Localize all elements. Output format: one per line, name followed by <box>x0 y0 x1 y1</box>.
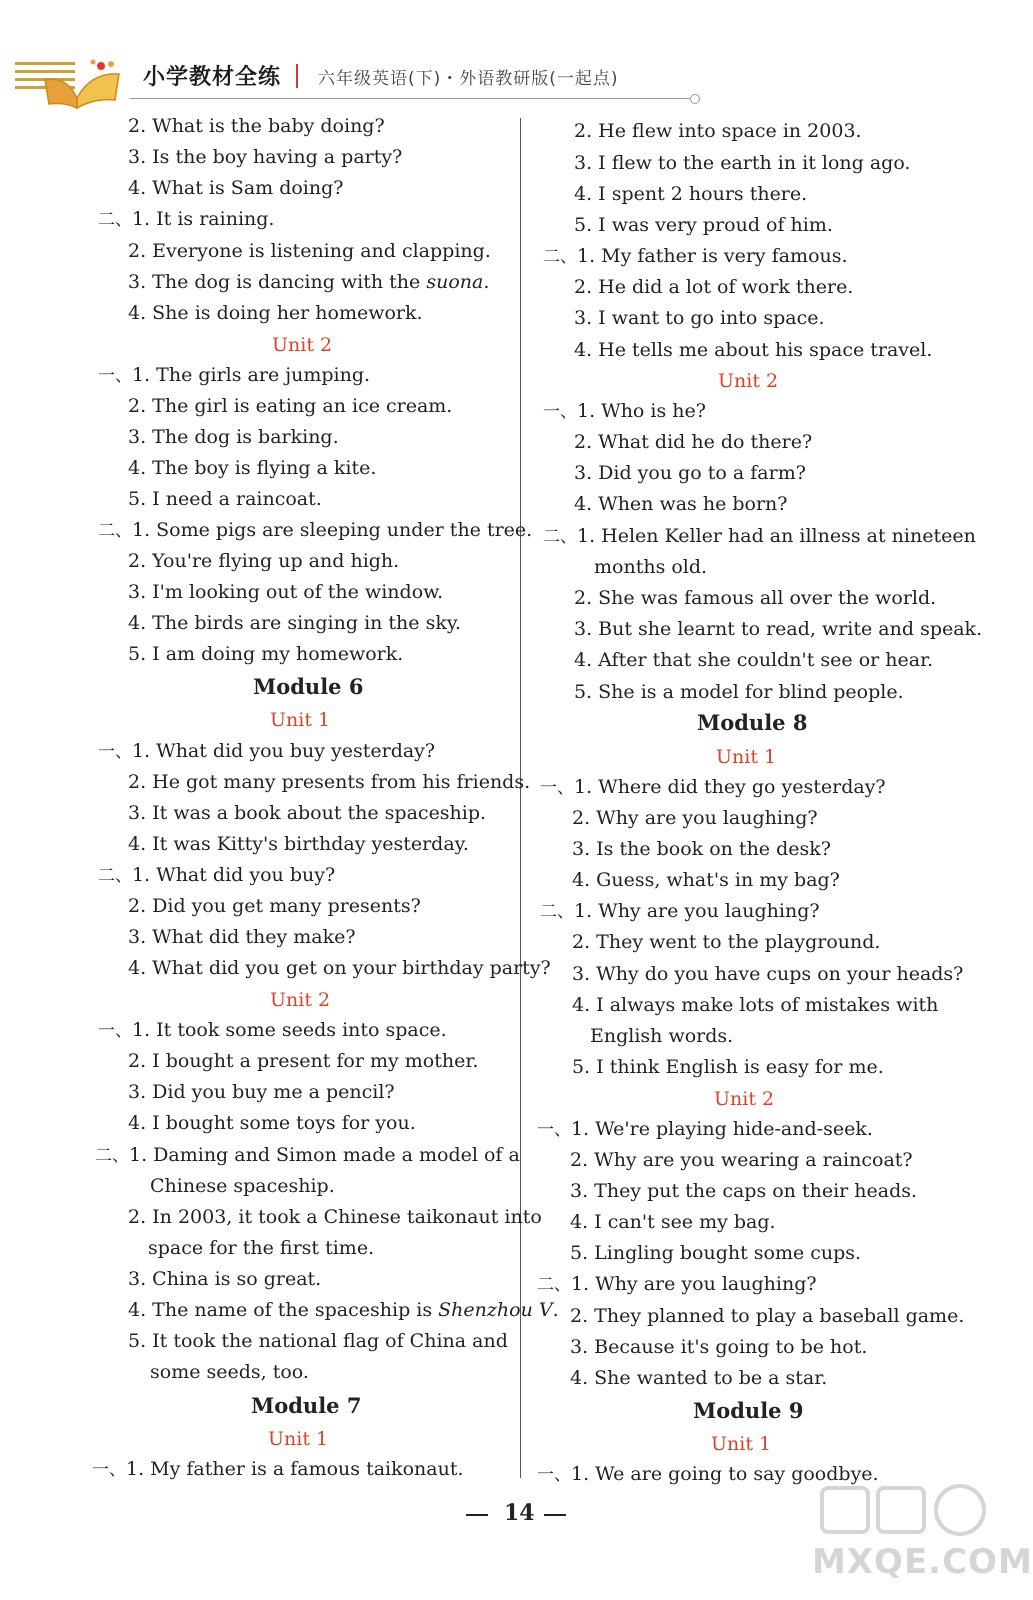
answer-line <box>570 1335 867 1359</box>
answer-text: 1. Daming and Simon made a model of a <box>129 1144 520 1166</box>
answer-line <box>128 770 530 794</box>
answer-line <box>543 524 976 549</box>
answer-line <box>148 1236 374 1260</box>
answer-line <box>128 145 402 169</box>
answer-text: 4. What is Sam doing? <box>128 177 344 199</box>
answer-text: 4. She is doing her homework. <box>128 302 423 324</box>
answer-text: 2. Why are you laughing? <box>572 807 818 829</box>
answer-line <box>150 1360 309 1384</box>
answer-text: 5. She is a model for blind people. <box>574 681 904 703</box>
answer-line <box>572 1055 884 1079</box>
answer-line <box>128 580 443 604</box>
section-marker: 一、 <box>92 1460 126 1480</box>
answer-line <box>574 492 787 516</box>
answer-text: 2. The girl is eating an ice cream. <box>128 395 453 417</box>
answer-line <box>574 119 862 143</box>
answer-line <box>128 801 486 825</box>
answer-line <box>128 176 343 200</box>
answer-line <box>537 1117 873 1142</box>
answer-line <box>128 270 489 294</box>
answer-line <box>128 114 385 138</box>
answer-line <box>128 456 376 480</box>
answer-line <box>543 244 848 269</box>
answer-text: 2. They planned to play a baseball game. <box>570 1305 965 1327</box>
watermark-text: MXQE.COM <box>812 1542 1033 1582</box>
answer-line <box>574 182 807 206</box>
answer-line <box>572 930 880 954</box>
answer-line <box>128 1329 508 1353</box>
answer-line <box>98 1018 447 1043</box>
answer-text: 4. She wanted to be a star. <box>570 1367 828 1389</box>
answer-line <box>128 1267 321 1291</box>
answer-text: 3. Why do you have cups on your heads? <box>572 963 964 985</box>
section-marker: 二、 <box>543 247 577 267</box>
section-marker: 二、 <box>98 866 132 886</box>
answer-line <box>128 1298 559 1322</box>
footer-dash-right <box>544 1514 566 1516</box>
answer-line <box>570 1241 861 1265</box>
answer-line <box>574 680 904 704</box>
answer-text: 2. She was famous all over the world. <box>574 587 937 609</box>
answer-text: 4. Guess, what's in my bag? <box>572 869 840 891</box>
answer-line <box>574 586 936 610</box>
module-heading: Module 8 <box>697 710 808 735</box>
answer-text: 3. I want to go into space. <box>574 307 825 329</box>
answer-text: 2. He got many presents from his friends. <box>128 771 531 793</box>
section-marker: 一、 <box>537 1120 571 1140</box>
answer-text: 2. What is the baby doing? <box>128 115 385 137</box>
answer-line <box>572 993 938 1017</box>
page-header <box>0 40 1008 110</box>
answer-text: 5. I need a raincoat. <box>128 488 322 510</box>
unit-heading: Unit 2 <box>718 370 779 392</box>
answer-line <box>128 1205 542 1229</box>
answer-line <box>572 868 840 892</box>
answer-line <box>540 899 820 924</box>
answer-text: 4. I bought some toys for you. <box>128 1112 416 1134</box>
answer-text: English words. <box>590 1025 734 1047</box>
answer-line <box>128 642 403 666</box>
answer-text: 2. Did you get many presents? <box>128 895 421 917</box>
answer-line <box>574 461 806 485</box>
section-marker: 一、 <box>98 742 132 762</box>
answer-text: 4. He tells me about his space travel. <box>574 339 933 361</box>
header-underline <box>130 98 690 99</box>
answer-text: 4. When was he born? <box>574 493 788 515</box>
answer-line <box>574 338 932 362</box>
answer-line <box>572 837 831 861</box>
header-separator <box>296 64 298 88</box>
answer-line <box>128 1049 478 1073</box>
section-marker: 二、 <box>98 210 132 230</box>
answer-line <box>128 894 421 918</box>
answer-text: space for the first time. <box>148 1237 375 1259</box>
answer-line <box>98 739 435 764</box>
answer-text: 1. Helen Keller had an illness at nineteen <box>577 525 976 547</box>
open-book-icon <box>15 54 135 114</box>
section-marker: 二、 <box>543 527 577 547</box>
module-heading: Module 7 <box>251 1393 362 1418</box>
answer-text: 2. He flew into space in 2003. <box>574 120 862 142</box>
italic-term: suona <box>426 271 484 293</box>
answer-text: 4. The birds are singing in the sky. <box>128 612 462 634</box>
answer-line <box>95 1143 520 1168</box>
page-number: 14 <box>504 1500 535 1526</box>
answer-line <box>128 301 423 325</box>
answer-text: 5. Lingling bought some cups. <box>570 1242 862 1264</box>
answer-text: 4. It was Kitty's birthday yesterday. <box>128 833 469 855</box>
answer-text: 5. It took the national flag of China and <box>128 1330 508 1352</box>
answer-text: 5. I think English is easy for me. <box>572 1056 884 1078</box>
answer-text: 1. Why are you laughing? <box>574 900 820 922</box>
section-marker: 二、 <box>98 521 132 541</box>
answer-text: 2. You're flying up and high. <box>128 550 400 572</box>
answer-text: 3. China is so great. <box>128 1268 322 1290</box>
answer-line <box>570 1366 827 1390</box>
answer-text: months old. <box>594 556 708 578</box>
answer-text: 5. I was very proud of him. <box>574 214 833 236</box>
answer-line <box>128 956 551 980</box>
answer-line <box>98 363 370 388</box>
answer-line <box>98 518 532 543</box>
unit-heading: Unit 1 <box>711 1433 772 1455</box>
punctuation: . <box>552 1299 559 1321</box>
answer-text: 1. Where did they go yesterday? <box>574 776 886 798</box>
answer-text: 1. Some pigs are sleeping under the tree. <box>132 519 533 541</box>
answer-text: 4. After that she couldn't see or hear. <box>574 649 934 671</box>
answer-text: 1. We're playing hide-and-seek. <box>571 1118 873 1140</box>
answer-text: 2. Why are you wearing a raincoat? <box>570 1149 913 1171</box>
answer-text: 2. In 2003, it took a Chinese taikonaut into <box>128 1206 542 1228</box>
answer-line <box>574 306 825 330</box>
answer-text: 3. It was a book about the spaceship. <box>128 802 487 824</box>
answer-text: 1. It is raining. <box>132 208 275 230</box>
answer-text: 4. I spent 2 hours there. <box>574 183 808 205</box>
answer-text: 5. I am doing my homework. <box>128 643 404 665</box>
answer-line <box>594 555 707 579</box>
answer-line <box>574 151 910 175</box>
answer-text: 1. It took some seeds into space. <box>132 1019 447 1041</box>
section-marker: 一、 <box>537 1465 571 1485</box>
answer-text: 3. I flew to the earth in it long ago. <box>574 152 911 174</box>
section-marker: 一、 <box>540 778 574 798</box>
answer-line <box>540 775 886 800</box>
column-divider <box>520 118 521 1478</box>
section-marker: 一、 <box>98 1021 132 1041</box>
answer-line <box>574 648 933 672</box>
answer-line <box>128 1111 416 1135</box>
brand-title: 小学教材全练 <box>143 65 282 90</box>
unit-heading: Unit 1 <box>716 746 777 768</box>
header-underline-end <box>690 94 700 104</box>
answer-line <box>128 487 322 511</box>
answer-line <box>572 962 963 986</box>
answer-text: 2. They went to the playground. <box>572 931 881 953</box>
answer-text: 1. Why are you laughing? <box>571 1273 817 1295</box>
answer-line <box>574 213 833 237</box>
unit-heading: Unit 2 <box>272 334 333 356</box>
answer-text: 1. What did you buy yesterday? <box>132 740 436 762</box>
module-heading: Module 6 <box>253 674 364 699</box>
unit-heading: Unit 1 <box>268 1428 329 1450</box>
answer-text: 4. What did you get on your birthday party? <box>128 957 551 979</box>
answer-text: 3. I'm looking out of the window. <box>128 581 444 603</box>
answer-text: 3. They put the caps on their heads. <box>570 1180 918 1202</box>
footer-dash-left <box>466 1514 488 1516</box>
answer-line <box>98 863 335 888</box>
answer-text: 2. Everyone is listening and clapping. <box>128 240 491 262</box>
answer-text: 3. Did you go to a farm? <box>574 462 806 484</box>
answer-text: 2. He did a lot of work there. <box>574 276 854 298</box>
answer-line <box>92 1457 464 1482</box>
answer-text: 3. The dog is barking. <box>128 426 339 448</box>
answer-line <box>128 394 452 418</box>
section-marker: 二、 <box>95 1146 129 1166</box>
answer-text: 3. The dog is dancing with the <box>128 271 427 293</box>
answer-line <box>98 207 274 232</box>
answer-line <box>572 806 818 830</box>
answer-line <box>590 1024 733 1048</box>
answer-text: 1. The girls are jumping. <box>132 364 371 386</box>
answer-line <box>128 239 491 263</box>
answer-text: some seeds, too. <box>150 1361 309 1383</box>
section-marker: 二、 <box>537 1275 571 1295</box>
answer-line <box>574 617 982 641</box>
answer-line <box>128 925 356 949</box>
answer-text: 1. My father is a famous taikonaut. <box>126 1458 464 1480</box>
punctuation: . <box>483 271 490 293</box>
answer-text: 3. Is the boy having a party? <box>128 146 403 168</box>
answer-line <box>128 549 399 573</box>
answer-line <box>128 832 469 856</box>
answer-line <box>128 425 339 449</box>
answer-line <box>570 1148 913 1172</box>
watermark-logo <box>812 1480 1033 1590</box>
answer-text: Chinese spaceship. <box>150 1175 335 1197</box>
book-subtitle: 六年级英语(下)・外语教研版(一起点) <box>318 69 619 89</box>
answer-text: 2. What did he do there? <box>574 431 813 453</box>
answer-text: 2. I bought a present for my mother. <box>128 1050 479 1072</box>
section-marker: 一、 <box>543 402 577 422</box>
unit-heading: Unit 1 <box>270 709 331 731</box>
answer-line <box>574 275 853 299</box>
answer-line <box>128 611 461 635</box>
answer-text: 3. Did you buy me a pencil? <box>128 1081 395 1103</box>
answer-text: 1. My father is very famous. <box>577 245 848 267</box>
answer-text: 1. We are going to say goodbye. <box>571 1463 879 1485</box>
answer-line <box>150 1174 335 1198</box>
answer-line <box>570 1179 917 1203</box>
answer-line <box>543 399 706 424</box>
answer-text: 1. Who is he? <box>577 400 706 422</box>
unit-heading: Unit 2 <box>270 989 331 1011</box>
answer-line <box>570 1210 776 1234</box>
section-marker: 一、 <box>98 366 132 386</box>
answer-text: 3. What did they make? <box>128 926 356 948</box>
italic-term: Shenzhou V <box>438 1299 553 1321</box>
answer-text: 4. I can't see my bag. <box>570 1211 776 1233</box>
answer-text: 4. The boy is flying a kite. <box>128 457 377 479</box>
watermark-icon <box>812 1480 998 1540</box>
answer-text: 1. What did you buy? <box>132 864 336 886</box>
section-marker: 二、 <box>540 902 574 922</box>
answer-text: 3. Is the book on the desk? <box>572 838 831 860</box>
answer-line <box>537 1272 817 1297</box>
answer-line <box>128 1080 395 1104</box>
answer-line <box>574 430 812 454</box>
unit-heading: Unit 2 <box>714 1088 775 1110</box>
answer-text: 4. The name of the spaceship is <box>128 1299 439 1321</box>
answer-text: 3. But she learnt to read, write and speak. <box>574 618 983 640</box>
answer-text: 4. I always make lots of mistakes with <box>572 994 939 1016</box>
answer-text: 3. Because it's going to be hot. <box>570 1336 868 1358</box>
answer-line <box>570 1304 964 1328</box>
module-heading: Module 9 <box>693 1398 804 1423</box>
